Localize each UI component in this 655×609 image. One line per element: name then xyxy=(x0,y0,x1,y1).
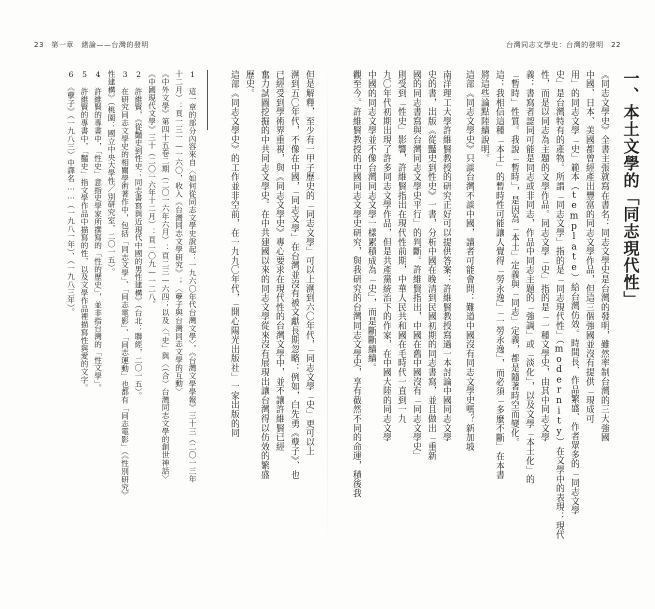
footnote: 1 這一章的部分內容來自〈如何從同志文學史說起：一九六〇年代台灣文學〉，《台灣文學學報》三十三（二〇一三年 xyxy=(188,70,197,483)
body-column: 這：我相信這種「本土」的暫時性可能讓人覺得「勞永逸」「一勞永逸」，而必須「多麼不斷」在本書 xyxy=(494,70,504,480)
footnote: 5 許維賢的專書中，「豔史」指文學作品中描寫的性，以及文學作品裡描寫性與愛的文字。 xyxy=(80,70,89,392)
body-column: 歷史。 xyxy=(244,70,254,98)
body-column: 史的書，出版《從豔史到性史》一書，分析中國在晚清到民國初期的同志書寫，並且做出「重新 xyxy=(426,70,436,461)
body-column: 已經受到學術界重視，與《同志文學史》專心要求在現代性的台灣文學中，並不讓許維賢已經 xyxy=(274,70,284,452)
footnote: 4 許維賢的專書中，「性史」意指史學家所撰寫的「性的歷史」，並非指台灣的「性文學」。 xyxy=(93,70,103,392)
page-gutter xyxy=(327,60,328,550)
body-column: 史」是台灣特有的產物。所謂「同志文學」指的是「同志現代性」（modernity）在文學中的表現：現代 xyxy=(554,70,564,540)
left-page-body xyxy=(18,70,314,554)
body-column: 用」的同志文學「史」範本（template）給台灣仿效。時間長、作品繁盛、作者眾多的「同志文學 xyxy=(569,70,579,516)
body-column: 九〇年代初期出現了許多同志文學作品，但是共產黨統治下的作家，在中國大陸的同志文學 xyxy=(381,70,391,442)
left-page-header: 23 第一章 緒論——台灣的發明 xyxy=(34,41,149,49)
body-column: 觀至今。許維賢教授的中國同志文學史研究，與我研究的台灣同志文學史，享有截然不同的命運，積後我 xyxy=(351,70,361,498)
body-column: 國的同志書寫與台灣同志文學史平行」的判斷。許維賢指出，中國在舊中國沒有「同志文學史」 xyxy=(411,70,421,461)
footnote: 《中外文學》第四十五卷二期（二〇一六年六月）：頁二三—六四；以及〈「史」與〈（合）台灣同志文學的創世神話〉 xyxy=(161,70,170,483)
body-column: 南洋理工大學許維賢教授的研究正好可以提供答案：許維賢教授寫過一本討論中國同志文學 xyxy=(441,70,451,442)
body-column: 「暫時」性質。我說「暫時」，是因為「本土」定義與「同志」定義，都是隨著時空而變化。 xyxy=(509,70,519,447)
footnote: 6 《孽子》（一九八三）中譯名……（一九八一年）、（一九八三年）。 xyxy=(66,70,76,316)
footnote: 性建構》（桃園：國立中央大學性／別研究室，二〇一五）。 xyxy=(107,70,116,276)
body-column: 這部《同志文學史》的工作並非空前，在一九九〇年代，「開心陽光出版社」一家出版的同 xyxy=(229,70,239,438)
body-column: 但是解釋，至少有一甲子歷史的「同志文學」可以上溯到六〇年代，「同志文學「史」更可以上 xyxy=(304,70,314,457)
footnote: 《中國現代文學》三十（二〇一六年十二月）：頁一〇九—一二八。 xyxy=(147,70,157,309)
footnote: 2 許維賢，《從豔史到性史：同志書寫與近現代中國的男性建構》（台北：聯經，二〇一五）。 xyxy=(134,70,143,400)
body-column: 性，而是以同志為主題的文學作品。同志文學「史」指的是「一種文學史，由其中同志文學 xyxy=(539,70,549,442)
body-column: 《同志文學史》全書主張就寫在書名：同志文學史是台灣的發明，雖然率制台灣的三大強國 xyxy=(599,70,609,442)
body-column: 中國的同志文學並不像台灣同志文學一樣累積成為「史」，而是斷斷續續。 xyxy=(366,70,376,373)
footnote-rule xyxy=(207,70,208,130)
section-title: 一、本土文學的「同志現代性」 xyxy=(621,70,640,308)
body-column: 奮力試圖挖掘的中共同志文學史。在中共建國以來的同志文學從來沒有展現出讓台灣得以仿效的繁盛 xyxy=(259,70,269,480)
right-page-header: 台灣同志文學史：台灣的發明 22 xyxy=(506,41,621,49)
body-column: 義：書寫者認同可能是同志或非同志，作品中同志主題的「強調」或「淡化」，以及文學「本土化」的 xyxy=(524,70,534,484)
footnote: 十二月）：頁一三一—一六〇，收入《台灣同志文學研究》；〈孽子與台灣同志文學的互動〉 xyxy=(174,70,184,396)
right-page-body xyxy=(346,70,642,554)
body-column: 這部《同志文學史》只談台灣不談中國，讀者可能會問：難道中國沒有同志文學史嗎？新加坡 xyxy=(464,70,474,452)
body-column: 將這些論點陸續說明。 xyxy=(479,70,489,163)
body-column: 則受到「性史」影響，許維賢指出在現代性前期，中華人民共和國在毛時代一直到一九 xyxy=(396,70,406,424)
footnote: 3 在研究同志文學史的相關學術著作中，包括「同志文學」、「同志電影」、「同志運動」也都有「同志電影」（《性別研究》 xyxy=(120,70,130,499)
body-column: 溯到五〇年代，不像在中國，「同志文學」在台灣並沒有被文獻長期忽略：例如，白先勇《孽子》、也 xyxy=(289,70,299,480)
body-column: 中國、日本、美國都曾經產出豐富的同志文學作品，但這三個強國並沒有提供「現成可 xyxy=(584,70,594,424)
